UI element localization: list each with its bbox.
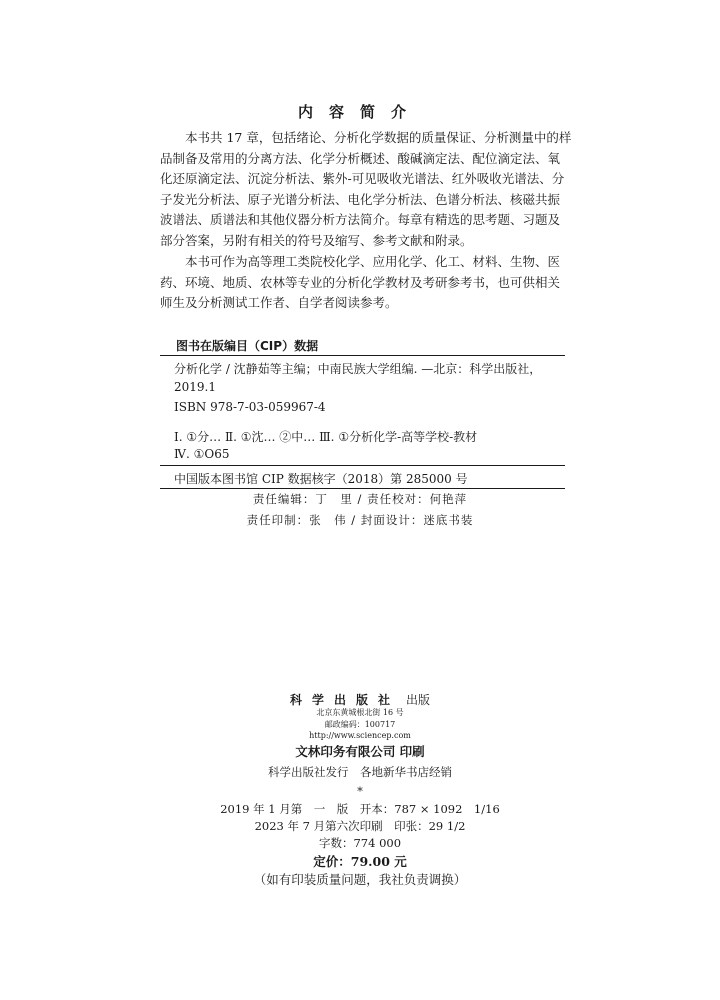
- printer-line: 文林印务有限公司 印刷: [295, 744, 425, 759]
- credits-production: 责任印制：张 伟 / 封面设计：迷底书装: [246, 513, 474, 527]
- summary-line: 本书共 17 章，包括绪论、分析化学数据的质量保证、分析测量中的样: [185, 130, 572, 145]
- cip-isbn: ISBN 978-7-03-059967-4: [174, 400, 326, 414]
- cip-line: 2019.1: [174, 380, 216, 394]
- cip-heading: 图书在版编目（CIP）数据: [176, 339, 319, 353]
- summary-line: 药、环境、地质、农林等专业的分析化学教材及考研参考书，也可供相关: [160, 274, 561, 290]
- cip-top-rule: [160, 355, 565, 356]
- publisher-website: http://www.sciencep.com: [309, 731, 411, 740]
- summary-line: 化还原滴定法、沉淀分析法、紫外-可见吸收光谱法、红外吸收光谱法、分: [160, 171, 565, 186]
- cip-classification: Ⅰ. ①分… Ⅱ. ①沈… ②中… Ⅲ. ①分析化学-高等学校-教材: [174, 430, 478, 444]
- summary-line: 子发光分析法、原子光谱分析法、电化学分析法、色谱分析法、核磁共振: [160, 191, 561, 207]
- edition-line: 2019 年 1 月第 一 版 开本：787 × 1092 1/16: [220, 802, 500, 816]
- summary-paragraph-1: [160, 128, 570, 251]
- price: 定价：79.00 元: [313, 854, 407, 869]
- distribution-line: 科学出版社发行 各地新华书店经销: [268, 765, 452, 779]
- cip-bottom-rule: [160, 488, 565, 489]
- printing-line: 2023 年 7 月第六次印刷 印张：29 1/2: [254, 819, 466, 833]
- cip-line: 分析化学 / 沈静茹等主编；中南民族大学组编. —北京：科学出版社，: [174, 362, 542, 376]
- publisher-postcode: 邮政编码：100717: [324, 720, 396, 729]
- summary-line: 本书可作为高等理工类院校化学、应用化学、化工、材料、生物、医: [185, 254, 561, 269]
- cip-line: Ⅳ. ①O65: [174, 447, 230, 461]
- cip-number: 中国版本图书馆 CIP 数据核字（2018）第 285000 号: [174, 472, 468, 486]
- summary-line: 部分答案，另附有相关的符号及缩写、参考文献和附录。: [160, 232, 473, 248]
- word-count: 字数：774 000: [318, 836, 402, 850]
- publisher-name: 科学出版社: [289, 693, 400, 707]
- quality-notice: （如有印装质量问题，我社负责调换）: [253, 872, 467, 887]
- cip-mid-rule: [160, 465, 565, 466]
- separator-asterisk: *: [357, 784, 363, 798]
- publisher-suffix: 出版: [406, 693, 431, 707]
- summary-line: 师生及分析测试工作者、自学者阅读参考。: [160, 295, 398, 310]
- summary-line: 品制备及常用的分离方法、化学分析概述、酸碱滴定法、配位滴定法、氧: [160, 150, 561, 166]
- publisher-line: [0, 689, 720, 708]
- credits-editors: 责任编辑：丁 里 / 责任校对：何艳萍: [252, 492, 468, 506]
- publisher-address: 北京东黄城根北街 16 号: [316, 708, 404, 717]
- summary-paragraph-2: [160, 252, 570, 314]
- summary-title: 内容简介: [297, 103, 422, 121]
- summary-line: 波谱法、质谱法和其他仪器分析方法简介。每章有精选的思考题、习题及: [160, 212, 561, 227]
